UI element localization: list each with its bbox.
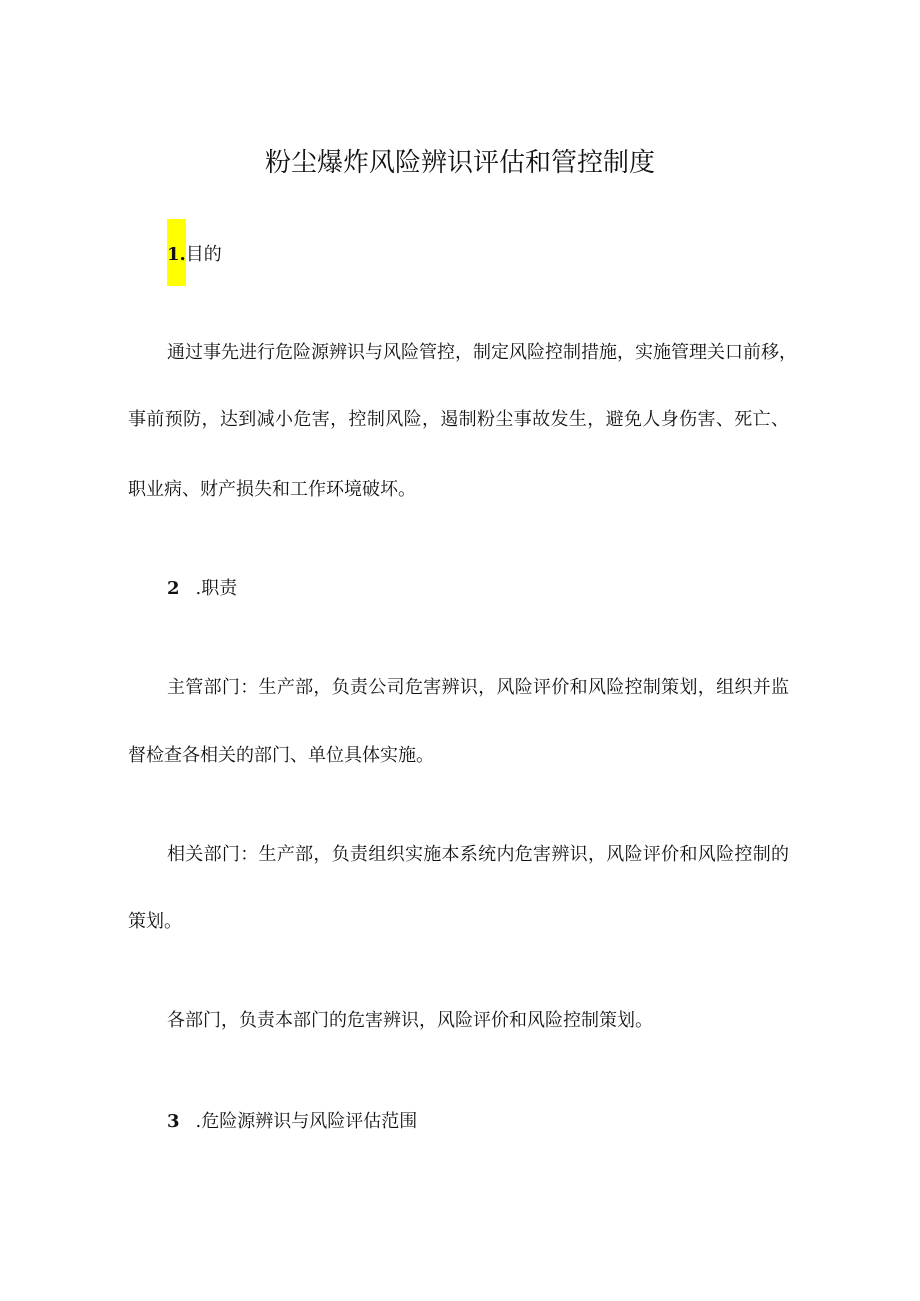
section-title-3: .危险源辨识与风险评估范围 — [195, 1111, 418, 1132]
paragraph-line: 职业病、财产损失和工作环境破坏。 — [128, 479, 416, 500]
section-number-2: 2 — [167, 578, 180, 599]
paragraph-line: 各部门，负责本部门的危害辨识，风险评价和风险控制策划。 — [167, 1010, 653, 1031]
section-heading-3 — [167, 1107, 417, 1137]
section-number-3: 3 — [167, 1111, 180, 1132]
paragraph-line: 事前预防，达到减小危害，控制风险，遏制粉尘事故发生，避免人身伤害、死亡、 — [128, 409, 789, 430]
paragraph-line: 通过事先进行危险源辨识与风险管控，制定风险控制措施，实施管理关口前移， — [167, 342, 797, 363]
section-number-1: 1. — [167, 219, 186, 286]
section-heading-1 — [167, 240, 222, 270]
section-heading-2 — [167, 574, 237, 604]
section-title-1: 目的 — [185, 244, 222, 265]
section-title-2: .职责 — [195, 578, 238, 599]
paragraph-line: 督检查各相关的部门、单位具体实施。 — [128, 745, 434, 766]
paragraph-line: 相关部门：生产部，负责组织实施本系统内危害辨识，风险评价和风险控制的 — [167, 844, 789, 865]
document-title: 粉尘爆炸风险辨识评估和管控制度 — [264, 148, 655, 178]
paragraph-line: 策划。 — [128, 911, 182, 932]
paragraph-line: 主管部门：生产部，负责公司危害辨识，风险评价和风险控制策划，组织并监 — [167, 677, 789, 698]
